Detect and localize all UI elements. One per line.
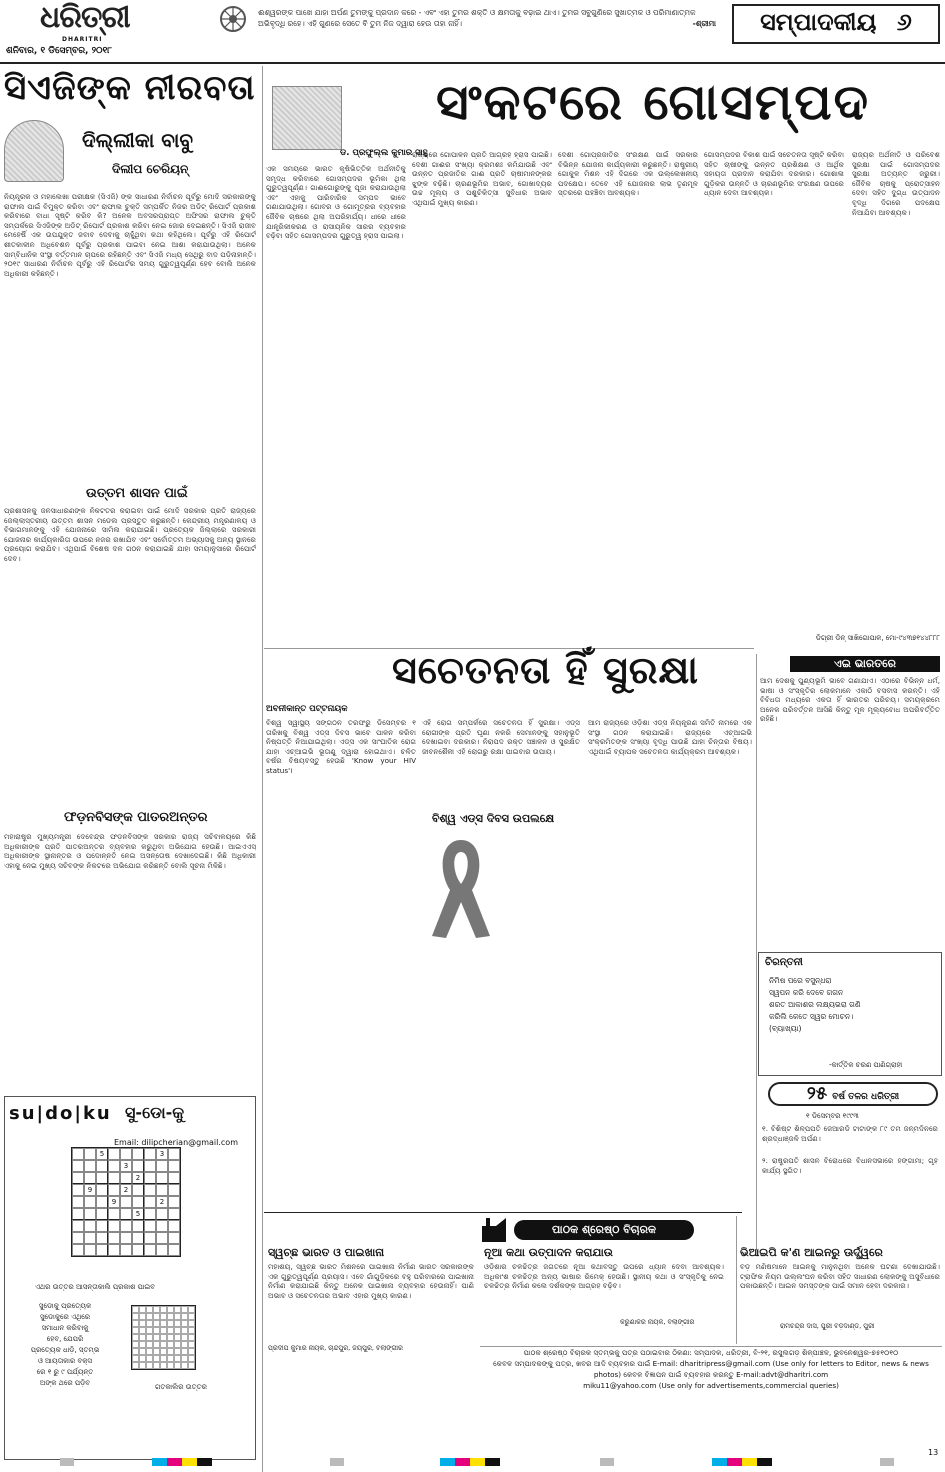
quote-author: -ଶ୍ରୀମା <box>692 19 716 28</box>
sudoku-cell[interactable] <box>168 1220 180 1232</box>
letters-top-rule <box>264 1212 742 1213</box>
solution-cell <box>146 1334 153 1341</box>
solution-cell <box>153 1327 160 1334</box>
aids-col-3: ଆମ ରାଜ୍ୟରେ ଓଡ଼ିଶା ଏଡ୍ସ ନିୟନ୍ତ୍ରଣ ସମିତି ନାମରେ ଏକ ସଂସ୍ଥା ଗଠନ କରାଯାଇଛି। ରାଜ୍ୟରେ ଏଚ୍ଆଇଭି ସଂକ୍ରମିତଙ୍କ ସଂଖ୍ୟା ବୃଦ୍ଧି ପାଉଛି ଯାହା ଚିନ୍ତାର ବିଷୟ। ଏଥିପାଇଁ ବ୍ୟାପକ ସଚେତନତା କାର୍ଯ୍ୟକ୍ରମ ଆବଶ୍ୟକ। <box>588 718 752 756</box>
solution-cell <box>181 1348 188 1355</box>
sudoku-cell[interactable] <box>72 1172 84 1184</box>
letters-label: ପାଠକ ଶ୍ରେଷ୍ଠ ବିଚାରକ <box>514 1220 694 1240</box>
solution-cell <box>160 1334 167 1341</box>
column-headline: ସିଏଜିଙ୍କ ନୀରବତା <box>4 68 256 108</box>
sudoku-cell[interactable] <box>108 1184 120 1196</box>
letter-2-title: ନୂଆ କଥା ଉତ୍ପାଦନ କରାଯାଉ <box>484 1246 613 1259</box>
solution-cell <box>146 1313 153 1320</box>
solution-cell <box>181 1334 188 1341</box>
letters-footer-line-1: ପାଠକ ଶ୍ରେଷ୍ଠ ବିଚାରକ ସ୍ତମ୍ଭକୁ ପତ୍ର ପଠାଇବାର ଠିକଣା: ସମ୍ପାଦକ, ଧରିତ୍ରୀ, ବି-୨୧, ରସୁଲଗଡ଼ ଶିଳ୍ପାଞ୍ଚଳ, ଭୁବନେଶ୍ୱର-୭୫୧୦୧୦ <box>523 1348 899 1357</box>
column-subhead-fadnavis: ଫଡ଼ନବିସଙ୍କ ପାତରଅନ୍ତର <box>64 810 208 825</box>
column-body-1: ନିୟନ୍ତ୍ରକ ଓ ମହାଲେଖା ପରୀକ୍ଷକ (ସିଏଜି) ଙ୍କ ସାଧାରଣ ନିର୍ବାଚନ ପୂର୍ବରୁ ମୋଦି ସରକାରଙ୍କୁ ରାଫାଲ ପାଇଁ ବିମୁକ୍ତ କରିବା ଏବଂ ରାଫାଲ ଚୁକ୍ତି ସମ୍ପର୍କିତ ନିଜର ଅଡିଟ୍ ରିପୋର୍ଟ ପ୍ରକାଶ କରିବାରେ ବାଧା ସୃଷ୍ଟି କରିବ କି? ଅନେକ ଅବସରପ୍ରାପ୍ତ ଅଫିସର ରାଫାଲ ଚୁକ୍ତି ସମ୍ପର୍କରେ ସିଏଜିଙ୍କ ଅଡିଟ୍ ରିପୋର୍ଟ ପ୍ରକାଶ କରିବା ନେଇ ଜୋର ଦେଇଛନ୍ତି। ସିଏଜି ରାଜୀବ ମେହେର୍ଷି ଏକ ଉପଯୁକ୍ତ ଜବାବ ଦେବାକୁ ଚାହୁଁଥିବା କଥା କହିଥିଲେ। ପୂର୍ବରୁ ଏହି ରିପୋର୍ଟ ଶୀତକାଳୀନ ଅଧିବେଶନ ପୂର୍ବରୁ ପ୍ରକାଶ ପାଇବା ନେଇ ଆଶା କରାଯାଉଥିଲା। ଅନେକ ସାମ୍ବିଧାନିକ ସଂସ୍ଥା ବର୍ତ୍ତମାନ ଚାପରେ ରହିଛନ୍ତି ଏବଂ ସିଏଜି ମଧ୍ୟ ସେଥିରୁ ବାଦ ପଡ଼ିନାହାନ୍ତି। ୨୦୧୯ ସାଧାରଣ ନିର୍ବାଚନ ପୂର୍ବରୁ ଏହି ରିପୋର୍ଟର ସମୟ ଗୁରୁତ୍ୱପୂର୍ଣ୍ଣ ହେବ ବୋଲି ଅନେକ ଅଧିକାରୀ କହିଛନ୍ତି। <box>4 192 256 278</box>
column-body-2: ପ୍ରଶାସନକୁ ଜନସାଧାରଣଙ୍କ ନିକଟତର କରାଇବା ପାଇଁ ମୋଦି ସରକାର ପ୍ରତି ରାଜ୍ୟରେ ଜେଲ୍ଲାସ୍ତରୀୟ ଉତ୍ତମ ଶାସନ ମଡେଲ ପ୍ରସ୍ତୁତ କରୁଛନ୍ତି। କେନ୍ଦ୍ରୀୟ ମନ୍ତ୍ରଣାଳୟ ଓ ବିଭାଗମାନଙ୍କୁ ଏହି ଯୋଜନାରେ ସାମିଲ କରାଯାଇଛି। ପ୍ରତ୍ୟେକ ଜିଲ୍ଲାରେ ସରକାରୀ ଯୋଜନାର କାର୍ଯ୍ୟକାରିତା ଉପରେ ନଜର ରଖାଯିବ ଏବଂ ସର୍ବୋତ୍ତମ ଅଭ୍ୟାସକୁ ଅନ୍ୟ ସ୍ଥାନରେ ପ୍ରୟୋଗ କରାଯିବ। ଏଥିପାଇଁ ବିଶେଷ ଦଳ ଗଠନ କରାଯାଇଛି ଯାହା ସମୟାନୁସାରେ ରିପୋର୍ଟ ଦେବ। <box>4 506 256 563</box>
letter-1-body: ମହାଶୟ, ସ୍ୱଚ୍ଛ ଭାରତ ମିଶନରେ ପାଇଖାନା ନିର୍ମାଣ ଭାରତ ସରକାରଙ୍କ ଏକ ଗୁରୁତ୍ୱପୂର୍ଣ୍ଣ ପ୍ରୟାସ। ଏବେ ଗାଁଗୁଡ଼ିକରେ ବହୁ ପରିବାରରେ ପାଇଖାନା ନିର୍ମାଣ କରାଯାଇଛି କିନ୍ତୁ ଅନେକ ପାଇଖାନା ବ୍ୟବହାର ହେଉନାହିଁ। ପାଣି ଅଭାବ ଓ ସଚେତନତାର ଅଭାବ ଏହାର ମୁଖ୍ୟ କାରଣ। <box>268 1262 474 1300</box>
solution-cell <box>181 1355 188 1362</box>
sudoku-cell[interactable] <box>156 1208 168 1220</box>
solution-cell <box>132 1320 139 1327</box>
section-name: ସମ୍ପାଦକୀୟ <box>760 7 877 36</box>
sudoku-cell[interactable] <box>108 1160 120 1172</box>
sudoku-cell[interactable] <box>72 1244 84 1256</box>
sudoku-cell[interactable] <box>132 1184 144 1196</box>
solution-cell <box>139 1362 146 1369</box>
solution-cell <box>146 1362 153 1369</box>
solution-cell <box>160 1306 167 1313</box>
sudoku-cell[interactable] <box>156 1220 168 1232</box>
column-byline-name: ଦିଲ୍ଲୀକା ବାବୁ <box>82 128 194 152</box>
sudoku-cell[interactable] <box>72 1208 84 1220</box>
solution-cell <box>188 1362 195 1369</box>
column-author: ଦିଲୀପ ଚେରିୟନ୍ <box>112 162 189 176</box>
sudoku-cell[interactable]: 9 <box>108 1196 120 1208</box>
sudoku-cell[interactable] <box>84 1244 96 1256</box>
sudoku-cell[interactable] <box>132 1244 144 1256</box>
solution-cell <box>146 1306 153 1313</box>
solution-cell <box>139 1313 146 1320</box>
aids-headline: ସଚେତନତା ହିଁ ସୁରକ୍ଷା <box>392 648 699 692</box>
sudoku-cell[interactable] <box>84 1220 96 1232</box>
letters-footer <box>480 1346 942 1394</box>
editorial-col-5: ରାଜ୍ୟର ଅର୍ଥନୀତି ଓ ପରିବେଶ ସୁରକ୍ଷା ପାଇଁ ଗୋସମ୍ପଦର ସୁରକ୍ଷା ଅତ୍ୟନ୍ତ ଜରୁରୀ। ଜୈବିକ ଚାଷକୁ ପ୍ରୋତ୍ସାହନ ଦେବା ସହିତ ଦୁଗ୍ଧ ଉତ୍ପାଦନ ବୃଦ୍ଧି ଦିଗରେ ପଦକ୍ଷେପ ନିଆଯିବା ଆବଶ୍ୟକ। <box>852 150 940 217</box>
letter-3-sign: ରାମଚନ୍ଦ୍ର ଦାସ, ପୁରୀ ବଡ଼ଦାଣ୍ଡ, ପୁରୀ <box>780 1322 875 1330</box>
sudoku-cell[interactable] <box>156 1184 168 1196</box>
sudoku-cell[interactable] <box>120 1208 132 1220</box>
sudoku-cell[interactable] <box>132 1148 144 1160</box>
solution-cell <box>139 1341 146 1348</box>
solution-cell <box>160 1348 167 1355</box>
solution-cell <box>174 1341 181 1348</box>
sudoku-cell[interactable] <box>96 1172 108 1184</box>
solution-cell <box>160 1341 167 1348</box>
sudoku-cell[interactable] <box>144 1232 156 1244</box>
chirantani-line: ନିମିଷ ପରେ ବସୁନ୍ଧରା <box>769 976 832 985</box>
archive-text: ବର୍ଷ ତଳର ଧରିତ୍ରୀ <box>832 1092 900 1102</box>
chirantani-line: ଶରତ ଆକାଶର ଲକ୍ଷ୍ୟଭରା ଗଣି <box>769 1000 861 1009</box>
sudoku-title: su|do|ku <box>9 1103 112 1124</box>
archive-number: ୨୫ <box>806 1083 828 1104</box>
solution-cell <box>132 1313 139 1320</box>
sudoku-cell[interactable] <box>96 1208 108 1220</box>
solution-cell <box>174 1306 181 1313</box>
sudoku-cell[interactable] <box>168 1148 180 1160</box>
solution-cell <box>188 1313 195 1320</box>
sudoku-cell[interactable] <box>84 1196 96 1208</box>
solution-cell <box>174 1320 181 1327</box>
masthead-rule <box>0 62 945 64</box>
sudoku-cell[interactable] <box>144 1196 156 1208</box>
solution-cell <box>139 1320 146 1327</box>
section-tag <box>732 4 940 44</box>
dateline: ଶନିବାର, ୧ ଡିସେମ୍ବର, ୨୦୧୮ <box>6 46 112 56</box>
solution-cell <box>153 1320 160 1327</box>
solution-cell <box>167 1362 174 1369</box>
chirantani-box <box>758 952 942 1076</box>
sudoku-cell[interactable] <box>96 1196 108 1208</box>
ei-bharatare-body: ଆମ ଦେଶକୁ ପୁଣ୍ୟଭୂମି ଭାବେ ଗଣାଯାଏ। ଏଠାରେ ବିଭିନ୍ନ ଧର୍ମ, ଭାଷା ଓ ସଂସ୍କୃତିର ଲୋକମାନେ ଏକାଠି ବସବାସ କରନ୍ତି। ଏହି ବିବିଧତା ମଧ୍ୟରେ ଏକତା ହିଁ ଭାରତର ପରିଚୟ। ସମୟକ୍ରମେ ଅନେକ ପରିବର୍ତ୍ତନ ଆସିଛି କିନ୍ତୁ ମୂଳ ମୂଲ୍ୟବୋଧ ଅପରିବର୍ତ୍ତିତ ରହିଛି। <box>760 676 940 724</box>
sudoku-cell[interactable] <box>72 1220 84 1232</box>
sudoku-cell[interactable] <box>120 1220 132 1232</box>
solution-cell <box>188 1348 195 1355</box>
ei-bharatare-label: ଏଇ ଭାରତରେ <box>790 656 940 672</box>
aids-ribbon-icon <box>420 832 502 942</box>
solution-cell <box>153 1362 160 1369</box>
sudoku-cell[interactable] <box>156 1244 168 1256</box>
sudoku-cell[interactable] <box>72 1232 84 1244</box>
sudoku-cell[interactable] <box>168 1196 180 1208</box>
letter-2-body: ଓଡ଼ିଶାର ଚଳଚ୍ଚିତ୍ର ଜଗତରେ ନୂଆ କଥାବସ୍ତୁ ଉପରେ ଧ୍ୟାନ ଦେବା ଆବଶ୍ୟକ। ଅଧିକାଂଶ ଚଳଚ୍ଚିତ୍ର ଅନ୍ୟ ଭାଷାର ରିମେକ୍ ହେଉଛି। ସ୍ଥାନୀୟ କଥା ଓ ସଂସ୍କୃତିକୁ ନେଇ ଚଳଚ୍ଚିତ୍ର ନିର୍ମାଣ କଲେ ଦର୍ଶକଙ୍କ ଆଗ୍ରହ ବଢ଼ିବ। <box>484 1262 724 1291</box>
solution-cell <box>153 1313 160 1320</box>
sudoku-hint-line: ଅଙ୍କ ଥରେ ପଡ଼ିବ <box>39 1379 91 1387</box>
author-photo-cherian <box>4 120 64 182</box>
editorial-headline: ସଂକଟରେ ଗୋସମ୍ପଦ <box>436 73 871 131</box>
editorial-col-4: ଗୋସମ୍ପଦର ବିକାଶ ପାଇଁ ସଚେତନତା ସୃଷ୍ଟି କରିବା ସହିତ ଚାଷୀଙ୍କୁ ଉନ୍ନତ ପ୍ରଶିକ୍ଷଣ ଓ ଆର୍ଥିକ ସହାୟତା ପ୍ରଦାନ କରାଯିବା ଦରକାର। ଗୋଶାଳା ଗୁଡ଼ିକର ଉନ୍ନତି ଓ ଚାରଣଭୂମିର ସଂରକ୍ଷଣ ଉପରେ ଧ୍ୟାନ ଦେବା ଆବଶ୍ୟକ। <box>704 150 844 198</box>
sudoku-cell[interactable] <box>120 1172 132 1184</box>
page-number: 13 <box>928 1448 939 1457</box>
sudoku-cell[interactable] <box>96 1232 108 1244</box>
sudoku-hints <box>11 1301 119 1389</box>
sudoku-cell[interactable] <box>72 1148 84 1160</box>
sudoku-odia-title: ସୁ-ଡୋ-କୁ <box>125 1103 185 1122</box>
solution-cell <box>139 1334 146 1341</box>
author-photo-sahu <box>272 86 342 150</box>
sudoku-cell[interactable] <box>84 1172 96 1184</box>
sudoku-cell[interactable]: 5 <box>96 1148 108 1160</box>
solution-cell <box>167 1334 174 1341</box>
solution-cell <box>174 1334 181 1341</box>
solution-cell <box>188 1341 195 1348</box>
chirantani-label: ଚିରନ୍ତନୀ <box>765 957 803 968</box>
editorial-author: ଡ. ପ୍ରଫୁଲ୍ଲ କୁମାର ସାହୁ <box>340 148 428 158</box>
letters-footer-line-3: miku11@yahoo.com (Use only for advertisements,commercial queries) <box>583 1381 839 1390</box>
archive-header <box>768 1082 938 1106</box>
solution-cell <box>160 1320 167 1327</box>
sudoku-grid[interactable] <box>71 1147 181 1257</box>
sudoku-cell[interactable]: 9 <box>84 1184 96 1196</box>
solution-cell <box>181 1327 188 1334</box>
editorial-signoff: ଡିଗ୍ରୀ ଡିନ୍ ସାଖିଗୋପାଳ, ମୋ-୯୪୩୭୧୪୪୮୮୮ <box>815 634 940 642</box>
letter-3-body: ବଡ଼ ମଣିଷମାନେ ଆଇନକୁ ମାନୁନଥିବା ଅନେକ ଘଟଣା ଦେଖାଯାଉଛି। ଟ୍ରାଫିକ ନିୟମ ଉଲ୍ଲଂଘନ କରିବା ସହିତ ସାଧାରଣ ଲୋକଙ୍କୁ ଅସୁବିଧାରେ ପକାଉଛନ୍ତି। ଆଇନ ସମସ୍ତଙ୍କ ପାଇଁ ସମାନ ହେବା ଦରକାର। <box>740 1262 940 1291</box>
solution-cell <box>153 1355 160 1362</box>
letter-1-sign: ପ୍ରଦୀପ କୁମାର ନାୟକ, ଚାନ୍ଦପୁର, ଜୟପୁର, ବଲାଙ୍ଗୀର <box>268 1344 403 1352</box>
sudoku-hint-line: ସୁଡୋକୁରେ ଏଥିରେ <box>39 1313 91 1321</box>
sudoku-cell[interactable]: 2 <box>120 1184 132 1196</box>
chirantani-author: -କାର୍ତ୍ତିକ ଚରଣ ପାଣିଗ୍ରାହୀ <box>829 1061 903 1069</box>
sudoku-hint-line: ରେ ୧ ରୁ ୯ ପର୍ଯ୍ୟନ୍ତ <box>36 1368 94 1376</box>
sudoku-cell[interactable] <box>96 1244 108 1256</box>
sudoku-box <box>4 1096 256 1460</box>
aids-col-2: ଏହି ରୋଗ ସମ୍ପର୍କରେ ସଚେତନତା ହିଁ ସୁରକ୍ଷା। ଏଡ୍ସ ରୋଗୀଙ୍କ ପ୍ରତି ଘୃଣା ନକରି ସେମାନଙ୍କୁ ସହାନୁଭୂତି ଦେଖାଇବା ଦରକାର। ନିରାପଦ ରକ୍ତ ସଞ୍ଚାଳନ ଓ ସୁରକ୍ଷିତ ଜୀବନଶୈଳୀ ଏହି ରୋଗରୁ ରକ୍ଷା ପାଇବାର ଉପାୟ। <box>422 718 580 756</box>
sudoku-cell[interactable]: 2 <box>156 1196 168 1208</box>
sudoku-cell[interactable] <box>144 1172 156 1184</box>
registration-bar-5 <box>600 1458 614 1466</box>
solution-cell <box>174 1327 181 1334</box>
sudoku-cell[interactable] <box>96 1184 108 1196</box>
solution-cell <box>160 1313 167 1320</box>
solution-cell <box>139 1348 146 1355</box>
sudoku-cell[interactable] <box>84 1208 96 1220</box>
sudoku-cell[interactable] <box>84 1148 96 1160</box>
sudoku-cell[interactable]: 2 <box>132 1172 144 1184</box>
sudoku-cell[interactable] <box>72 1160 84 1172</box>
chirantani-poem <box>769 975 939 1035</box>
letters-footer-line-2: କେବଳ ସମ୍ପାଦକଙ୍କୁ ପତ୍ର, ଖବର ଆଦି ବ୍ୟବହାର ପାଇଁ E-mail: dharitripress@gmail.com (Use only for letters to Editor, news & news photos) କେବଳ ବିଜ୍ଞାପନ ପାଇଁ ବ୍ୟବହାର କରନ୍ତୁ E-mail:advt@dharitri.com <box>493 1359 929 1379</box>
column-email: Email: dilipcherian@gmail.com <box>114 1138 238 1147</box>
solution-cell <box>167 1341 174 1348</box>
sudoku-cell[interactable] <box>168 1172 180 1184</box>
solution-cell <box>153 1334 160 1341</box>
sudoku-cell[interactable]: 3 <box>120 1160 132 1172</box>
sudoku-cell[interactable]: 3 <box>156 1148 168 1160</box>
editorial-col-2: ରାଜ୍ୟରେ ଗୋପାଳନ ପ୍ରତି ଆଗ୍ରହ ହ୍ରାସ ପାଇଛି। ଦେଶୀ ଗାଈର ସଂଖ୍ୟା କ୍ରମଶଃ କମିଯାଉଛି ଏବଂ ଉନ୍ନତ ପ୍ରଜାତିର ଗାଈ ପ୍ରତି ଚାଷୀମାନଙ୍କର ଝୁଙ୍କ ବଢ଼ିଛି। ଚାରଣଭୂମିର ଅଭାବ, ଗୋଖାଦ୍ୟର ଉଚ୍ଚ ମୂଲ୍ୟ ଓ ପଶୁଚିକିତ୍ସା ସୁବିଧାର ଅଭାବ ଏଥିପାଇଁ ମୁଖ୍ୟ କାରଣ। <box>412 150 552 207</box>
sudoku-cell[interactable] <box>108 1172 120 1184</box>
solution-cell <box>181 1362 188 1369</box>
solution-cell <box>167 1327 174 1334</box>
chirantani-line: କରିଲି କେତେ ସ୍ୱର ମୋଚନ। <box>769 1012 854 1021</box>
chirantani-line: ସ୍ୱପନ କରି ଦେବେ ଗଗନ <box>769 988 844 997</box>
sudoku-cell[interactable] <box>120 1148 132 1160</box>
sudoku-cell[interactable] <box>132 1160 144 1172</box>
sudoku-cell[interactable] <box>72 1196 84 1208</box>
column-subhead-good-governance: ଉତ୍ତମ ଶାସନ ପାଇଁ <box>86 486 188 501</box>
sudoku-cell[interactable] <box>108 1220 120 1232</box>
solution-cell <box>153 1306 160 1313</box>
solution-cell <box>139 1306 146 1313</box>
archive-item-1: ୧. ବିଶିଷ୍ଟ ଶିଳ୍ପପତି ଜେଆରଡି ଟାଟାଙ୍କ ୮୯ ତମ ଜନ୍ମଦିନରେ ଶ୍ରଦ୍ଧାଞ୍ଜଳି ଅର୍ପଣ। <box>762 1124 938 1143</box>
column-body-3: ମହାରାଷ୍ଟ୍ର ମୁଖ୍ୟମନ୍ତ୍ରୀ ଦେବେନ୍ଦ୍ର ଫଡ଼ନବିସଙ୍କ ସରକାର ରାଜ୍ୟ ସଚିବାଳୟରେ କିଛି ଅଧିକାରୀଙ୍କ ପ୍ରତି ପାତରଅନ୍ତର ବ୍ୟବହାର କରୁଥିବା ଅଭିଯୋଗ ହେଉଛି। ଆଇଏଏସ୍ ଅଧିକାରୀଙ୍କ ସ୍ଥାନାନ୍ତର ଓ ପଦୋନ୍ନତି ନେଇ ଅସନ୍ତୋଷ ଦେଖାଦେଇଛି। କିଛି ଅଧିକାରୀ ଏହାକୁ ନେଇ ମୁଖ୍ୟ ସଚିବଙ୍କ ନିକଟରେ ଅଭିଯୋଗ କରିଛନ୍ତି ବୋଲି ସୂଚନା ମିଳିଛି। <box>4 832 256 870</box>
sudoku-cell[interactable] <box>156 1232 168 1244</box>
solution-cell <box>160 1327 167 1334</box>
sudoku-instruction: ଏଥର ଉତ୍ତର ଆସନ୍ତାକାଲି ପ୍ରକାଶ ପାଇବ <box>35 1283 156 1291</box>
sudoku-cell[interactable] <box>96 1160 108 1172</box>
solution-cell <box>181 1341 188 1348</box>
solution-cell <box>188 1327 195 1334</box>
solution-cell <box>181 1313 188 1320</box>
solution-cell <box>153 1341 160 1348</box>
chirantani-line: (ବ୍ୟାଖ୍ୟା) <box>769 1024 802 1033</box>
sudoku-cell[interactable] <box>168 1208 180 1220</box>
archive-date: ୧ ଡିସେମ୍ବର ୧୯୯୩ <box>806 1112 859 1120</box>
solution-cell <box>132 1306 139 1313</box>
solution-cell <box>167 1320 174 1327</box>
sudoku-cell[interactable] <box>84 1160 96 1172</box>
masthead <box>0 0 945 62</box>
sudoku-cell[interactable] <box>156 1172 168 1184</box>
aids-col-2b <box>506 832 580 952</box>
aids-day-label: ବିଶ୍ୱ ଏଡ୍ସ ଦିବସ ଉପଲକ୍ଷେ <box>432 812 555 825</box>
sudoku-cell[interactable] <box>168 1160 180 1172</box>
solution-cell <box>146 1355 153 1362</box>
sudoku-cell[interactable] <box>144 1244 156 1256</box>
archive-item-2: ୨. ରାଷ୍ଟ୍ରପତି ଶାସନ ବିରୋଧରେ ବିଧାନସଭାରେ ହଙ୍ଗାମା; ଗୃହ କାର୍ଯ୍ୟ ସ୍ଥଗିତ। <box>762 1156 938 1175</box>
solution-cell <box>167 1306 174 1313</box>
editorial-col-3: ଦେଶୀ ଗୋପ୍ରଜାତିର ସଂରକ୍ଷଣ ପାଇଁ ସରକାର ବିଭିନ୍ନ ଯୋଜନା କାର୍ଯ୍ୟକାରୀ କରୁଛନ୍ତି। ରାଷ୍ଟ୍ରୀୟ ଗୋକୁଳ ମିଶନ ଏହି ଦିଗରେ ଏକ ଉଲ୍ଲେଖନୀୟ ପଦକ୍ଷେପ। ତେବେ ଏହି ଯୋଜନାର ଲାଭ ତୃଣମୂଳ ସ୍ତରରେ ପହଞ୍ଚିବା ଆବଶ୍ୟକ। <box>558 150 698 198</box>
solution-cell <box>132 1341 139 1348</box>
solution-cell <box>188 1320 195 1327</box>
solution-cell <box>174 1362 181 1369</box>
solution-cell <box>181 1306 188 1313</box>
solution-cell <box>188 1355 195 1362</box>
sudoku-cell[interactable] <box>108 1208 120 1220</box>
divider-right <box>756 654 757 1250</box>
solution-cell <box>174 1313 181 1320</box>
quote-text: ଈଶ୍ୱରଙ୍କ ପାଖେ ଯାହା ଅର୍ପଣ ତୁମଙ୍କୁ ପ୍ରଦାନ କରେ - ଏବଂ ଏହା ତୁମର ଶକ୍ତି ଓ କ୍ଷମତାକୁ ବଢ଼ାଇ ଥାଏ। ତୁମର ସବୁଗୁଣିରେ ସୁଖାତ୍ମକ ଓ ପରିମାଣାତ୍ମକ ଅଭିବୃଦ୍ଧି ରହେ। ଏହି ଗୁଣରେ ସେତେ ବି ତୁମ ନିଜ ଦ୍ୱାରା ହେଉ ତାହା ନାହିଁ। <box>258 8 696 28</box>
sudoku-hint-line: ଓ ଆୟତାକାର ବକ୍ସ <box>38 1357 92 1365</box>
sudoku-cell[interactable] <box>168 1244 180 1256</box>
solution-cell <box>146 1327 153 1334</box>
solution-cell <box>146 1348 153 1355</box>
letters-banner <box>480 1216 740 1244</box>
letter-1-title: ସ୍ୱଚ୍ଛ ଭାରତ ଓ ପାଇଖାନା <box>268 1246 385 1259</box>
registration-bar-7 <box>880 1458 894 1466</box>
solution-cell <box>132 1348 139 1355</box>
solution-cell <box>132 1362 139 1369</box>
registration-bar-1 <box>60 1458 74 1466</box>
solution-cell <box>139 1355 146 1362</box>
newspaper-logo: ଧରିତ୍ରୀ <box>40 0 130 35</box>
solution-cell <box>188 1334 195 1341</box>
sudoku-label-ku: ku <box>82 1103 112 1124</box>
sudoku-cell[interactable] <box>84 1232 96 1244</box>
sudoku-hint-line: ପ୍ରତ୍ୟେକ ଧାଡ଼ି, ସ୍ତମ୍ଭ <box>30 1346 100 1354</box>
sudoku-label-su: su <box>9 1103 37 1124</box>
sudoku-cell[interactable] <box>72 1184 84 1196</box>
newspaper-logo-sub: DHARITRI <box>62 36 103 43</box>
sudoku-hint-line: ସମାଧାନ କରିବାକୁ <box>41 1324 89 1332</box>
sudoku-cell[interactable] <box>168 1232 180 1244</box>
solution-cell <box>167 1348 174 1355</box>
sudoku-cell[interactable] <box>108 1148 120 1160</box>
sudoku-cell[interactable] <box>120 1196 132 1208</box>
sudoku-cell[interactable] <box>120 1244 132 1256</box>
registration-bar-6 <box>712 1458 772 1466</box>
solution-cell <box>160 1362 167 1369</box>
sudoku-cell[interactable] <box>144 1148 156 1160</box>
solution-cell <box>132 1355 139 1362</box>
sudoku-prev-label: ଗତକାଲିର ଉତ୍ତର <box>155 1383 207 1391</box>
column-dilli-ka-babu <box>4 66 260 1146</box>
sudoku-cell[interactable] <box>144 1220 156 1232</box>
solution-cell <box>167 1355 174 1362</box>
solution-cell <box>188 1306 195 1313</box>
solution-cell <box>139 1327 146 1334</box>
sudoku-cell[interactable]: 5 <box>132 1208 144 1220</box>
solution-cell <box>181 1320 188 1327</box>
solution-cell <box>160 1355 167 1362</box>
sudoku-cell[interactable] <box>156 1160 168 1172</box>
registration-bar-3 <box>330 1458 344 1466</box>
solution-cell <box>174 1355 181 1362</box>
solution-cell <box>146 1341 153 1348</box>
solution-cell <box>167 1313 174 1320</box>
page-number-odia: ୬ <box>896 7 912 36</box>
daily-quote <box>252 4 722 42</box>
aids-col-1: ବିଶ୍ୱ ସ୍ୱାସ୍ଥ୍ୟ ସଙ୍ଗଠନ ତରଫରୁ ଡିସେମ୍ବର ୧ ତାରିଖକୁ ବିଶ୍ୱ ଏଡ୍ସ ଦିବସ ଭାବେ ପାଳନ କରିବା ନିଷ୍ପତ୍ତି ନିଆଯାଇଥିଲା। ଏଡ୍ସ ଏକ ସାଂଘାତିକ ରୋଗ ଯାହା ଏଚ୍ଆଇଭି ଭୂତାଣୁ ଦ୍ୱାରା ହୋଇଥାଏ। ଚଳିତ ବର୍ଷର ବିଷୟବସ୍ତୁ ହେଉଛି 'Know your HIV status'। <box>266 718 416 775</box>
letter-3-title: ଭିଆଇପି କ'ଣ ଆଇନରୁ ଊର୍ଦ୍ଧ୍ୱରେ <box>740 1246 883 1259</box>
registration-bar-2 <box>152 1458 212 1466</box>
pen-icon <box>480 1216 508 1244</box>
sudoku-cell[interactable] <box>132 1232 144 1244</box>
sudoku-cell[interactable] <box>108 1232 120 1244</box>
editorial-col-1: ଏକ ସମୟରେ ଭାରତ କୃଷିଭିତ୍ତିକ ଅର୍ଥନୀତିକୁ ସମୃଦ୍ଧ କରିବାରେ ଗୋସମ୍ପଦର ଭୂମିକା ଥିଲା ଗୁରୁତ୍ୱପୂର୍ଣ୍ଣ। ଗାଈଗୋରୁଙ୍କୁ ପୂଜା କରାଯାଉଥିଲା ଏବଂ ଏହାକୁ ପାରିବାରିକ ସମ୍ପଦ ଭାବେ ଗଣାଯାଉଥିଲା। ଗୋବର ଓ ଗୋମୂତ୍ରର ବ୍ୟବହାର ଜୈବିକ ଚାଷରେ ଥିଲା ଅପରିହାର୍ଯ୍ୟ। ଧୀରେ ଧୀରେ ଯାନ୍ତ୍ରିକୀକରଣ ଓ ରାସାୟନିକ ସାରର ବ୍ୟବହାର ବଢ଼ିବା ସହିତ ଗୋସମ୍ପଦର ଗୁରୁତ୍ୱ ହ୍ରାସ ପାଇଲା। <box>266 164 406 241</box>
letter-2-sign: କରୁଣାକର ନାୟକ, ବଲାଙ୍ଗୀର <box>620 1318 695 1326</box>
letters-divider <box>736 1216 737 1344</box>
solution-cell <box>132 1334 139 1341</box>
solution-cell <box>153 1348 160 1355</box>
sudoku-cell[interactable] <box>132 1220 144 1232</box>
sudoku-hint-line: ହେବ, ଯେପରି <box>46 1335 84 1343</box>
sun-wheel-icon <box>220 6 246 32</box>
sudoku-cell[interactable] <box>132 1196 144 1208</box>
sudoku-cell[interactable] <box>168 1184 180 1196</box>
sudoku-cell[interactable] <box>108 1244 120 1256</box>
sudoku-cell[interactable] <box>144 1208 156 1220</box>
aids-author: ଅବନୀକାନ୍ତ ପଟ୍ଟନାୟକ <box>266 704 348 714</box>
registration-bar-4 <box>440 1458 500 1466</box>
sudoku-solution-grid <box>131 1305 196 1370</box>
sudoku-cell[interactable] <box>144 1160 156 1172</box>
archive-box <box>758 1082 942 1200</box>
sudoku-cell[interactable] <box>120 1232 132 1244</box>
sudoku-hint-line: ସୁଡୋକୁ ପ୍ରତ୍ୟେକ <box>38 1302 92 1310</box>
sudoku-label-do: do <box>45 1103 75 1124</box>
sudoku-cell[interactable] <box>96 1220 108 1232</box>
divider-left <box>262 66 263 1472</box>
solution-cell <box>146 1320 153 1327</box>
sudoku-cell[interactable] <box>144 1184 156 1196</box>
solution-cell <box>174 1348 181 1355</box>
solution-cell <box>132 1327 139 1334</box>
